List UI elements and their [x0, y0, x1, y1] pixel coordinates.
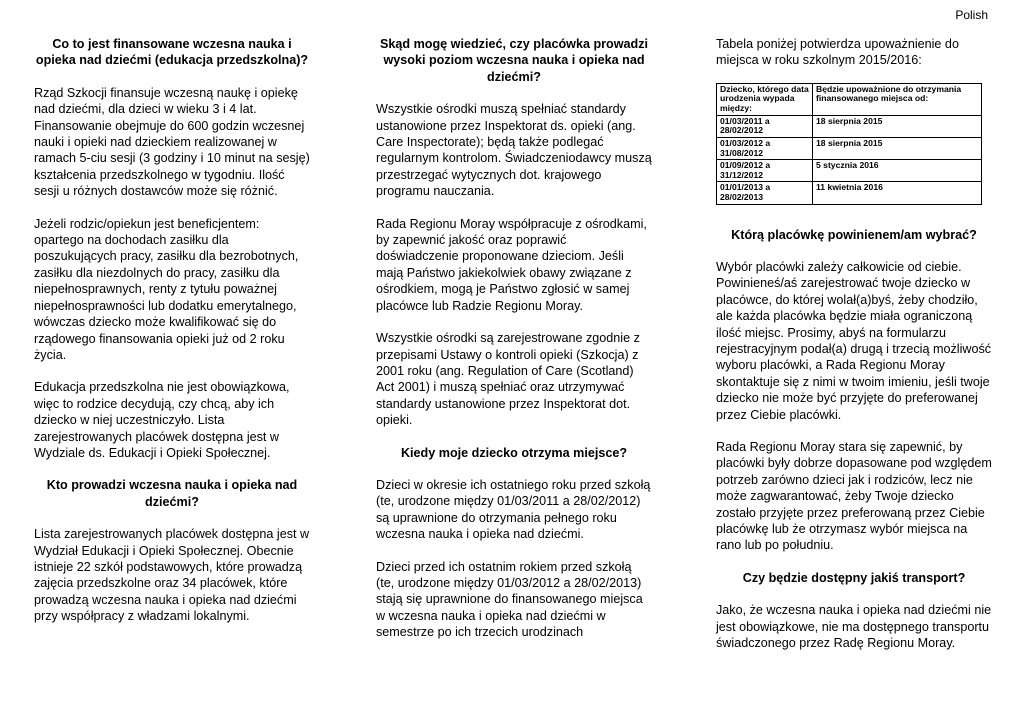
column-2 — [376, 36, 652, 657]
table-cell: 01/09/2012 a 31/12/2012 — [717, 160, 813, 182]
paragraph: Dzieci przed ich ostatnim rokiem przed szkołą (te, urodzone między 01/03/2012 a 28/02/2013) stają się uprawnione do finansowanego miejsca w wczesna nauka i opieka nad dziećmi w semestrze po ich trzecich urodzinach — [376, 559, 643, 640]
heading-transport: Czy będzie dostępny jakiś transport? — [742, 570, 966, 585]
table-row — [717, 160, 982, 182]
paragraph: Lista zarejestrowanych placówek dostępna jest w Wydział Edukacji i Opieki Społecznej. Obecnie istnieje 22 szkół podstawowych, które prowadzą zajęcia przedszkolne oraz 34 placówek, które prowadzą wczesna nauka i opieka nad dziećmi przy współpracy z władzami lokalnymi. — [34, 527, 310, 624]
paragraph: Edukacja przedszkolna nie jest obowiązkowa, więc to rodzice decydują, czy chcą, aby ich dziecko w niej uczestniczyło. Lista zarejestrowanych placówek dostępna jest w Wydziale ds. Edukacji i Opieki Społecznej. — [34, 380, 290, 460]
eligibility-table — [716, 83, 982, 205]
table-row — [717, 138, 982, 160]
table-cell: 01/01/2013 a 28/02/2013 — [717, 182, 813, 204]
table-intro: Tabela poniżej potwierdza upoważnienie do miejsca w roku szkolnym 2015/2016: — [716, 37, 959, 68]
heading-when-place: Kiedy moje dziecko otrzyma miejsce? — [400, 445, 628, 460]
paragraph: Jeżeli rodzic/opiekun jest beneficjentem: opartego na dochodach zasiłku dla poszukujących pracy, zasiłku dla bezrobotnych, zasiłku dla niezdolnych do pracy, zasiłku dla niepełnosprawnych, renty z tytułu poważnej niepełnosprawności lub dodatku emerytalnego, wówczas dziecko może kwalifikować się do rządowego finansowania opieki już od 2 roku życia. — [34, 216, 299, 362]
table-cell: 11 kwietnia 2016 — [813, 182, 982, 204]
paragraph: Wszystkie ośrodki są zarejestrowane zgodnie z przepisami Ustawy o kontroli opieki (Szkocja) z 2001 roku (ang. Regulation of Care (Scotland) Act 2001) i muszą spełniać oraz utrzymywać standardy ustanowione przez Inspektorat dot. opieki. — [376, 331, 640, 428]
column-3 — [716, 36, 992, 668]
heading-which-setting: Którą placówkę powinienem/am wybrać? — [731, 227, 977, 242]
paragraph: Dzieci w okresie ich ostatniego roku przed szkołą (te, urodzone między 01/03/2011 a 28/02/2012) są uprawnione do otrzymania pełnego roku wczesna nauka i opieka nad dziećmi. — [376, 477, 651, 542]
table-row — [717, 115, 982, 137]
paragraph: Rada Regionu Moray stara się zapewnić, by placówki były dobrze dopasowane pod względem potrzeb zarówno dzieci jak i rodziców, lecz nie może zagwarantować, żeby Twoje dziecko zostało przyjęte przez preferowaną przez Ciebie placówkę lub że otrzymasz wybór miejsca na rano lub po południu. — [716, 440, 992, 553]
table-cell: 18 sierpnia 2015 — [813, 138, 982, 160]
heading-who-provides: Kto prowadzi wczesna nauka i opieka nad dziećmi? — [46, 478, 298, 509]
paragraph: Wybór placówki zależy całkowicie od ciebie. Powinieneś/aś zarejestrować twoje dziecko w placówce, do której wolał(a)byś, żeby chodziło, ale każda placówka będzie miała ograniczoną ilość miejsc. Prosimy, abyś na formularzu rejestracyjnym podał(a) drugą i trzecią możliwość wyboru placówki, a Rada Regionu Moray skontaktuje się z nimi w twoim imieniu, jeśli twoje dziecko nie może być przyjęte do preferowanej przez Ciebie placówki. — [716, 259, 992, 422]
table-header-cell: Dziecko, którego data urodzenia wypada między: — [717, 83, 813, 115]
table-row — [717, 182, 982, 204]
paragraph: Rada Regionu Moray współpracuje z ośrodkami, by zapewnić jakość oraz poprawić doświadczenie proponowane dzieciom. Jeśli mają Państwo jakiekolwiek obawy związane z ośrodkiem, mogą je Państwo zgłosić w samej placówce lub Radzie Regionu Moray. — [376, 216, 647, 313]
table-header-row — [717, 83, 982, 115]
table-header-cell: Będzie upoważnione do otrzymania finansowanego miejsca od: — [813, 83, 982, 115]
table-cell: 18 sierpnia 2015 — [813, 115, 982, 137]
heading-quality: Skąd mogę wiedzieć, czy placówka prowadzi wysoki poziom wczesna nauka i opieka nad dziećmi? — [379, 37, 649, 84]
column-1 — [34, 36, 310, 641]
heading-what-is-funded: Co to jest finansowane wczesna nauka i opieka nad dziećmi (edukacja przedszkolna)? — [35, 37, 309, 68]
table-cell: 01/03/2011 a 28/02/2012 — [717, 115, 813, 137]
table-cell: 5 stycznia 2016 — [813, 160, 982, 182]
paragraph: Jako, że wczesna nauka i opieka nad dziećmi nie jest obowiązkowe, nie ma dostępnego transportu świadczonego przez Radę Regionu Moray. — [716, 603, 992, 651]
table-cell: 01/03/2012 a 31/08/2012 — [717, 138, 813, 160]
paragraph: Wszystkie ośrodki muszą spełniać standardy ustanowione przez Inspektorat ds. opieki (ang. Care Inspectorate); będą także podlegać regularnym kontrolom. Świadczeniodawcy muszą przestrzegać wytycznych dot. krajowego programu nauczania. — [376, 102, 652, 199]
language-label: Polish — [955, 8, 988, 22]
paragraph: Rząd Szkocji finansuje wczesną naukę i opiekę nad dziećmi, dla dzieci w wieku 3 i 4 lat. Finansowanie obejmuje do 600 godzin wczesnej nauki i opieki nad dzieckiem realizowanej w ramach 5-ciu sesji (3 godziny i 10 minut na sesję) kształcenia przedszkolnego w tygodniu. Ilość sesji u różnych dostawców może się różnić. — [34, 85, 310, 199]
